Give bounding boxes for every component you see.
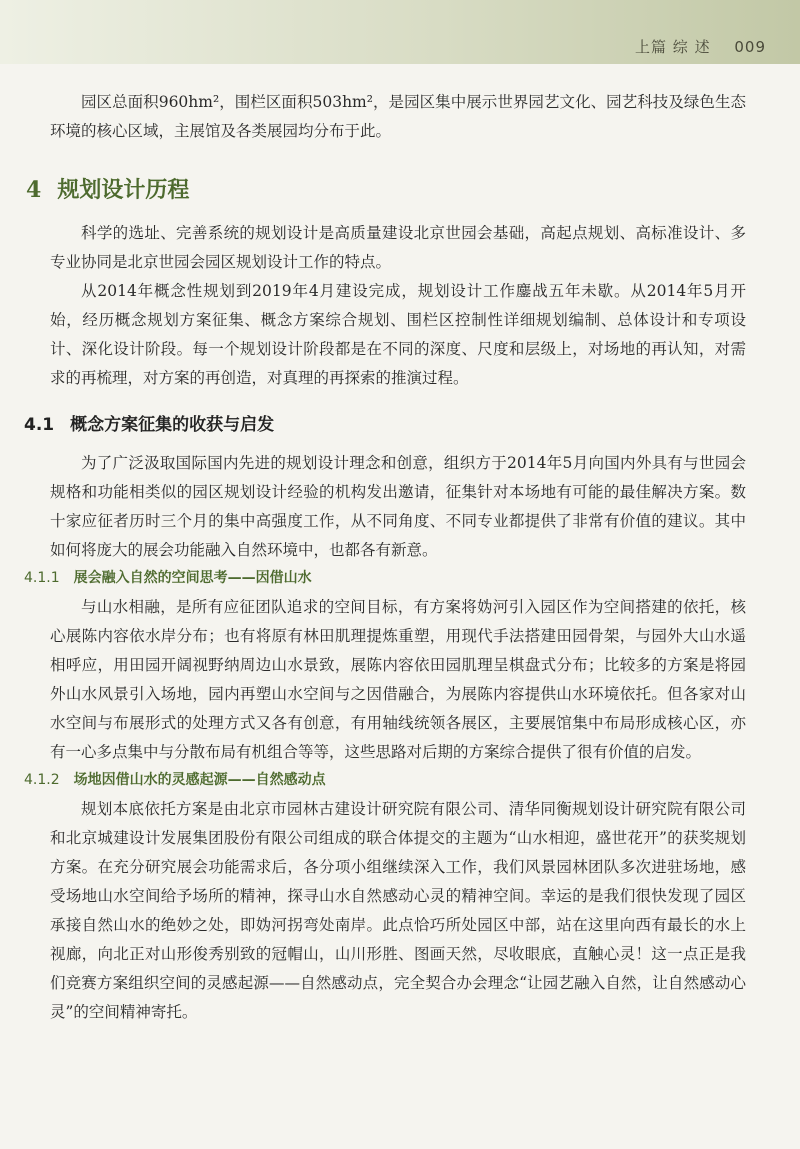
section-4-paragraph-2: 从2014年概念性规划到2019年4月建设完成，规划设计工作鏖战五年未歇。从2014年5月开始，经历概念规划方案征集、概念方案综合规划、围栏区控制性详细规划编制、总体设计和专项设计、深化设计阶段。每一个规划设计阶段都是在不同的深度、尺度和层级上，对场地的再认知，对需求的再梳理，对方案的再创造，对真理的再探索的推演过程。	[50, 282, 746, 387]
page-body	[24, 88, 746, 1027]
section-4-1-2-number: 4.1.2	[24, 772, 60, 788]
running-head-section: 上篇 综 述	[635, 38, 711, 56]
section-4-1-1-heading	[24, 567, 746, 589]
page-number: 009	[734, 38, 766, 56]
section-4-title: 规划设计历程	[57, 178, 190, 203]
section-4-heading	[26, 174, 746, 207]
section-4-1-1-number: 4.1.1	[24, 570, 60, 586]
intro-paragraph: 园区总面积960hm²，围栏区面积503hm²，是园区集中展示世界园艺文化、园艺科技及绿色生态环境的核心区域，主展馆及各类展园均分布于此。	[50, 93, 746, 140]
section-4-1-1-paragraph: 与山水相融，是所有应征团队追求的空间目标，有方案将妫河引入园区作为空间搭建的依托，核心展陈内容依水岸分布；也有将原有林田肌理提炼重塑，用现代手法搭建田园骨架，与园外大山水遥相呼应，用田园开阔视野纳周边山水景致，展陈内容依田园肌理呈棋盘式分布；比较多的方案是将园外山水风景引入场地，园内再塑山水空间与之因借融合，为展陈内容提供山水环境依托。但各家对山水空间与布展形式的处理方式又各有创意，有用轴线统领各展区，主要展馆集中布局形成核心区，亦有一心多点集中与分散布局有机组合等等，这些思路对后期的方案综合提供了很有价值的启发。	[50, 598, 746, 761]
section-4-1-1-title: 展会融入自然的空间思考——因借山水	[73, 570, 312, 586]
section-4-1-number: 4.1	[24, 415, 55, 435]
section-4-number: 4	[26, 177, 42, 203]
section-4-1-2-title: 场地因借山水的灵感起源——自然感动点	[73, 772, 326, 788]
section-4-1-title: 概念方案征集的收获与启发	[70, 415, 275, 435]
section-4-1-paragraph: 为了广泛汲取国际国内先进的规划设计理念和创意，组织方于2014年5月向国内外具有与世园会规格和功能相类似的园区规划设计经验的机构发出邀请，征集针对本场地有可能的最佳解决方案。数十家应征者历时三个月的集中高强度工作，从不同角度、不同专业都提供了非常有价值的建议。其中如何将庞大的展会功能融入自然环境中，也都各有新意。	[50, 454, 746, 559]
section-4-1-2-heading	[24, 769, 746, 791]
section-4-1-2-paragraph: 规划本底依托方案是由北京市园林古建设计研究院有限公司、清华同衡规划设计研究院有限公司和北京城建设计发展集团股份有限公司组成的联合体提交的主题为“山水相迎，盛世花开”的获奖规划方案。在充分研究展会功能需求后，各分项小组继续深入工作，我们风景园林团队多次进驻场地，感受场地山水空间给予场所的精神，探寻山水自然感动心灵的精神空间。幸运的是我们很快发现了园区承接自然山水的绝妙之处，即妫河拐弯处南岸。此点恰巧所处园区中部，站在这里向西有最长的水上视廊，向北正对山形俊秀别致的冠帽山，山川形胜、图画天然，尽收眼底，直触心灵！这一点正是我们竞赛方案组织空间的灵感起源——自然感动点，完全契合办会理念“让园艺融入自然，让自然感动心灵”的空间精神寄托。	[50, 800, 746, 1021]
running-head	[635, 36, 766, 57]
section-4-paragraph-1: 科学的选址、完善系统的规划设计是高质量建设北京世园会基础，高起点规划、高标准设计、多专业协同是北京世园会园区规划设计工作的特点。	[50, 224, 746, 271]
section-4-1-heading	[24, 411, 746, 439]
